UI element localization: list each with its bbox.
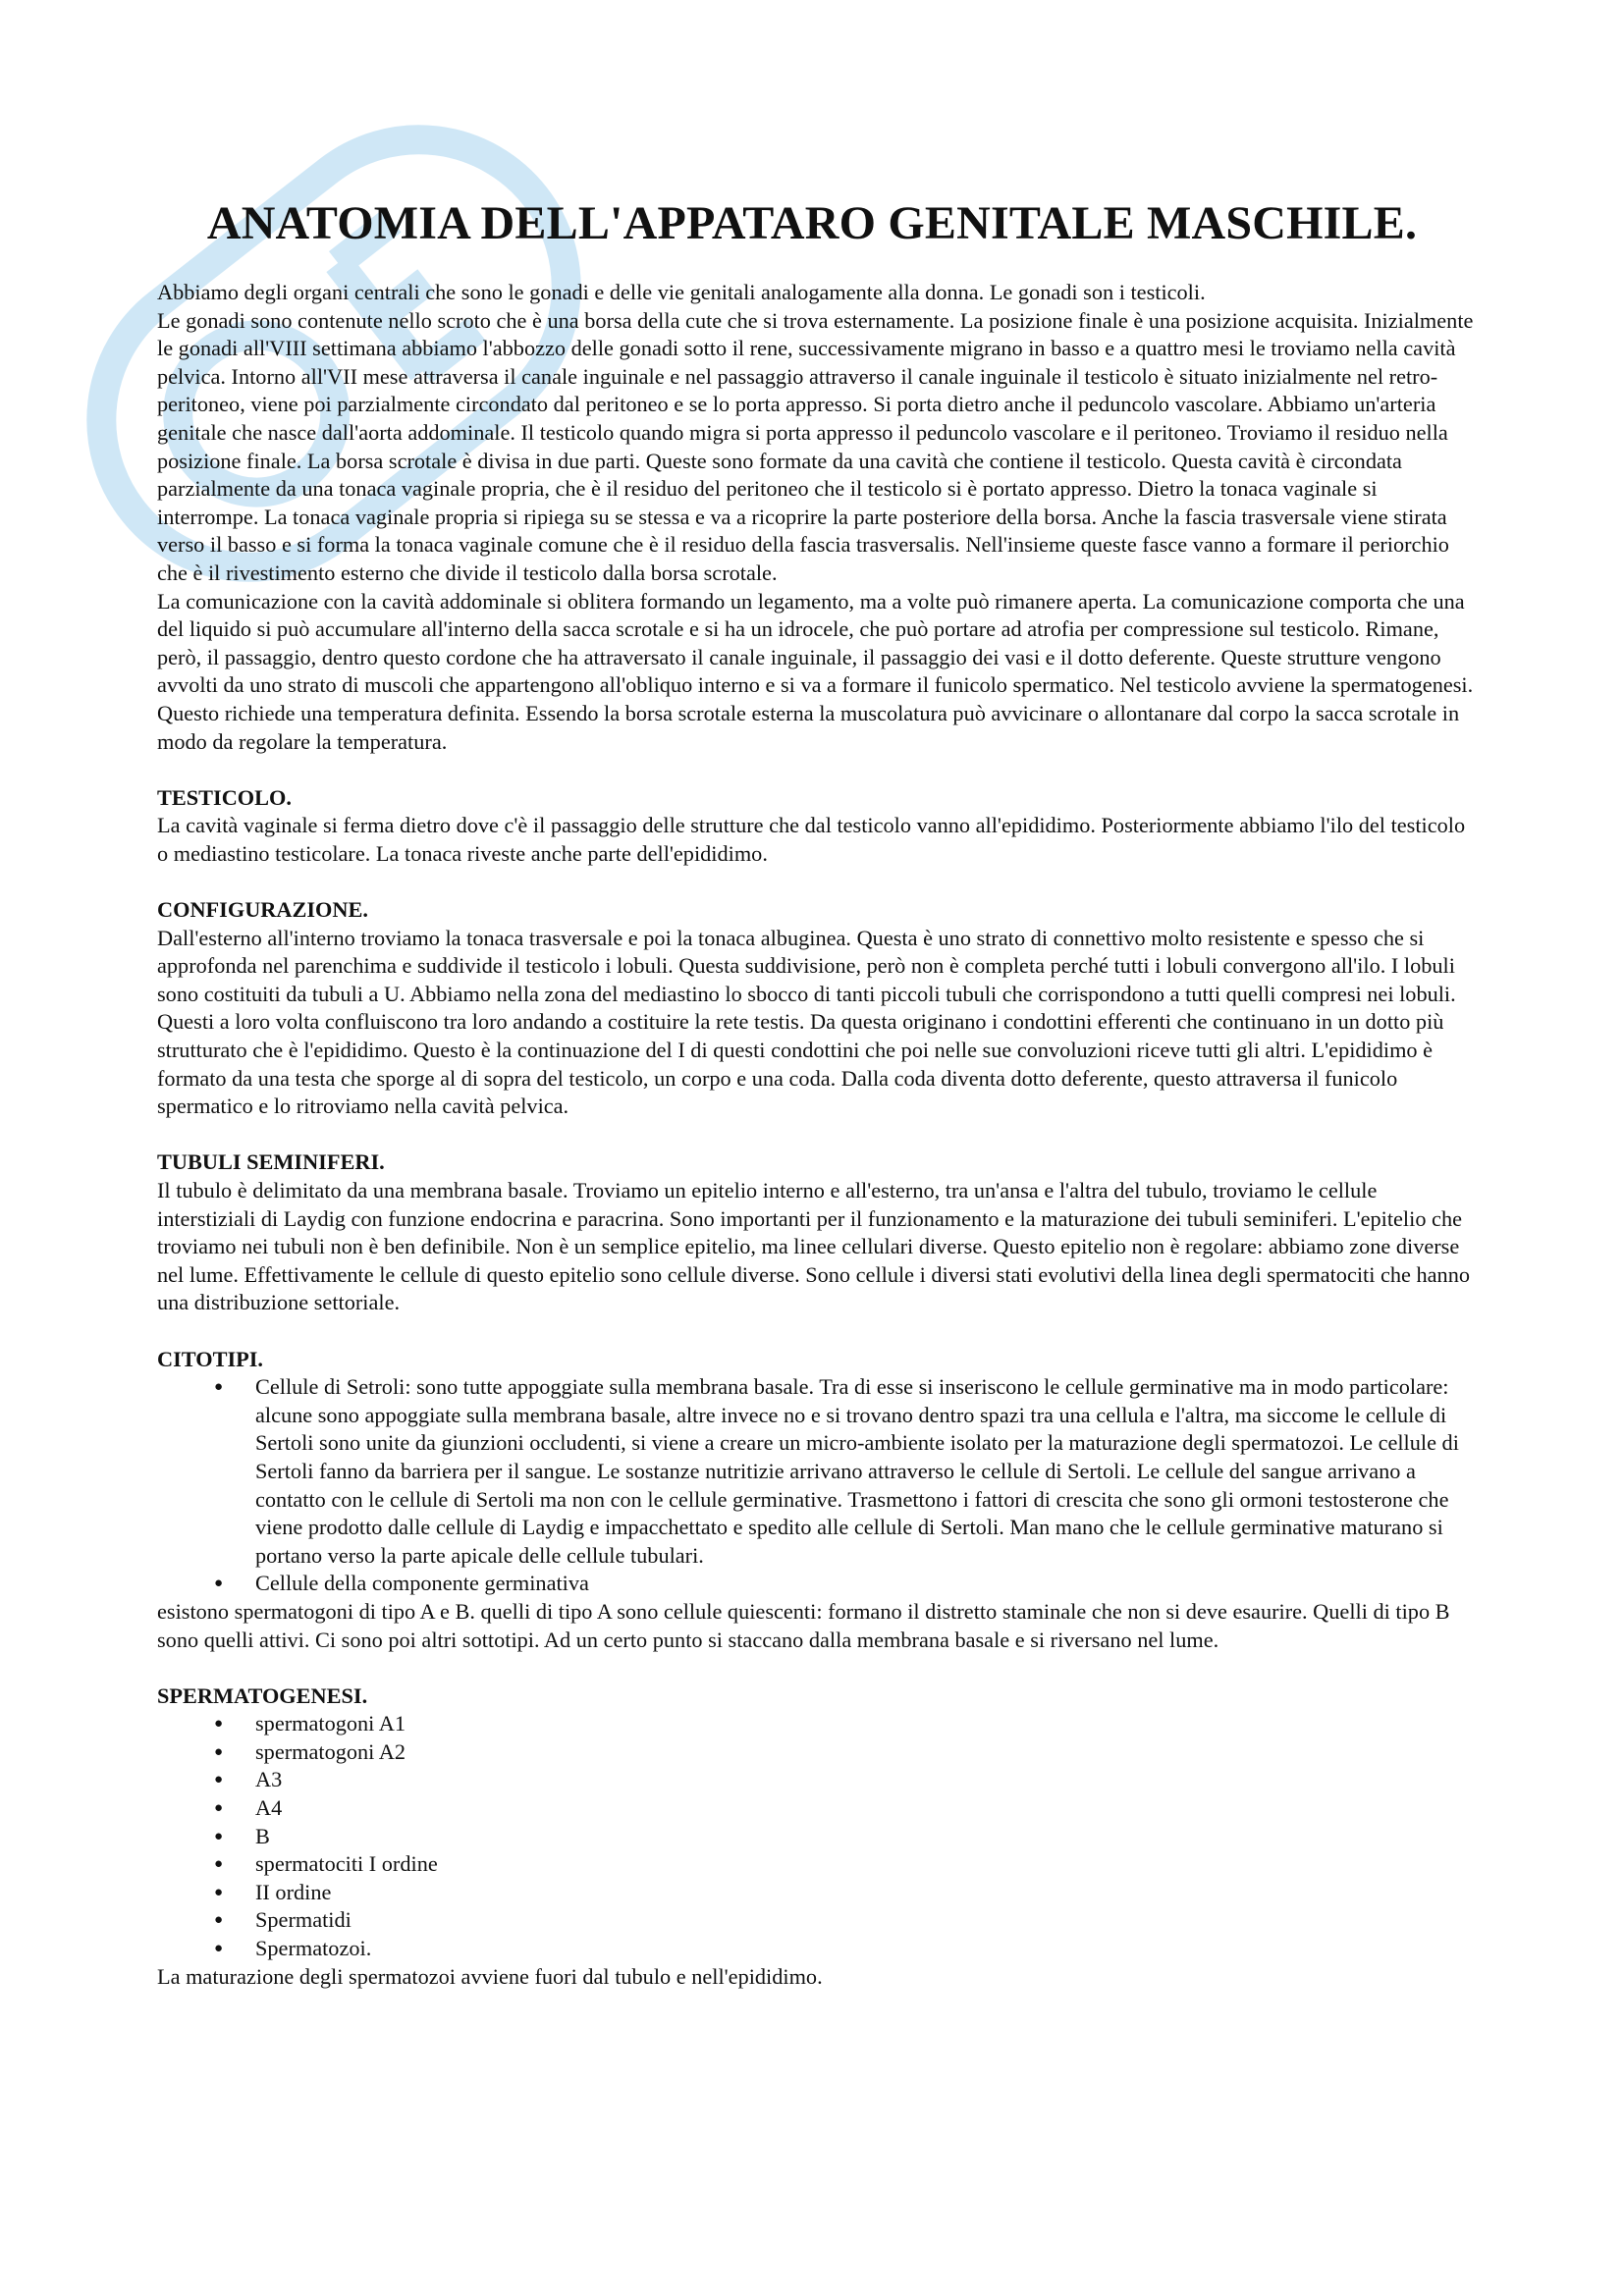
list-item: ● Spermatozoi. xyxy=(255,1935,1478,1963)
section-heading-configurazione: CONFIGURAZIONE. xyxy=(157,897,368,923)
list-item: ● spermatogoni A1 xyxy=(255,1710,1478,1738)
list-item: ● II ordine xyxy=(255,1879,1478,1907)
list-item: ● Cellule della componente germinativa xyxy=(255,1570,1478,1598)
list-item: ● spermatociti I ordine xyxy=(255,1850,1478,1879)
section-text-tubuli: Il tubulo è delimitato da una membrana basale. Troviamo un epitelio interno e all'esterno, tra un'ansa e l'altra del tubulo, troviamo le cellule interstiziali di Laydig con funzione endocrina e paracrina. Sono importanti per il funzionamento e la maturazione dei tubuli seminiferi. L'epitelio che troviamo nei tubuli non è ben definibile. Non è un semplice epitelio, ma linee cellulari diverse. Questo epitelio non è regolare: abbiamo zone diverse nel lume. Effettivamente le cellule di questo epitelio sono cellule diverse. Sono cellule i diversi stati evolutivi della linea degli spermatociti che hanno una distribuzione settoriale. xyxy=(157,1178,1471,1315)
list-item: ● Cellule di Setroli: sono tutte appoggiate sulla membrana basale. Tra di esse si inseriscono le cellule germinative ma in modo particolare: alcune sono appoggiate sulla membrana basale, altre invece no e si trovano dentro spazi tra una cellula e l'altra, ma siccome le cellule di Sertoli sono unite da giunzioni occludenti, si viene a creare un micro-ambiente isolato per la maturazione degli spermatozoi. Le cellule di Sertoli fanno da barriera per il sangue. Le sostanze nutritizie arrivano attraverso le cellule di Sertoli. Le cellule del sangue arrivano a contatto con le cellule di Sertoli ma non con le cellule germinative. Trasmettono i fattori di crescita che sono gli ormoni testosterone che viene prodotto dalle cellule di Laydig e impacchettato e spedito alle cellule di Sertoli. Man mano che le cellule germinative maturano si portano verso la parte apicale delle cellule tubulari. xyxy=(255,1373,1478,1570)
intro-paragraph-2: Le gonadi sono contenute nello scroto che è una borsa della cute che si trova esternamente. La posizione finale è una posizione acquisita. Inizialmente le gonadi all'VIII settimana abbiamo l'abbozzo delle gonadi sotto il rene, successivamente migrano in basso e a quattro mesi le troviamo nella cavità pelvica. Intorno all'VII mese attraversa il canale inguinale e nel passaggio attraverso il canale inguinale il testicolo è situato inizialmente nel retro-peritoneo, viene poi parzialmente circondato dal peritoneo e se lo porta appresso. Si porta dietro anche il peduncolo vascolare. Abbiamo un'arteria genitale che nasce dall'aorta addominale. Il testicolo quando migra si porta appresso il peduncolo vascolare e il peritoneo. Troviamo il residuo nella posizione finale. La borsa scrotale è divisa in due parti. Queste sono formate da una cavità che contiene il testicolo. Questa cavità è circondata parzialmente da una tonaca vaginale propria, che è il residuo del peritoneo che il testicolo si è portato appresso. Dietro la tonaca vaginale si interrompe. La tonaca vaginale propria si ripiega su se stessa e va a ricoprire la parte posteriore della borsa. Anche la fascia trasversale viene stirata verso il basso e si forma la tonaca vaginale comune che è il residuo della fascia trasversalis. Nell'insieme queste fasce vanno a formare il periorchio che è il rivestimento esterno che divide il testicolo dalla borsa scrotale. xyxy=(157,307,1474,585)
list-item: ● A3 xyxy=(255,1766,1478,1794)
section-text-configurazione: Dall'esterno all'interno troviamo la tonaca trasversale e poi la tonaca albuginea. Questa è uno strato di connettivo molto resistente e spesso che si approfonda nel parenchima e suddivide il testicolo i lobuli. Questa suddivisione, però non è completa perché tutti i lobuli convergono all'ilo. I lobuli sono costituiti da tubuli a U. Abbiamo nella zona del mediastino lo sbocco di tanti piccoli tubuli che corrispondono a tutti quelli compresi nei lobuli. Questi a loro volta confluiscono tra loro andando a costituire la rete testis. Da questa originano i condottini efferenti che continuano in un dotto più strutturato che è l'epididimo. Questo è la continuazione del I di questi condottini che poi nelle sue convoluzioni riceve tutti gli altri. L'epididimo è formato da una testa che sporge al di sopra del testicolo, un corpo e una coda. Dalla coda diventa dotto deferente, questo attraversa il funicolo spermatico e lo ritroviamo nella cavità pelvica. xyxy=(157,925,1456,1119)
list-item: ● Spermatidi xyxy=(255,1906,1478,1935)
intro-paragraph-3: La comunicazione con la cavità addominale si oblitera formando un legamento, ma a volte può rimanere aperta. La comunicazione comporta che una del liquido si può accumulare all'interno della sacca scrotale e si ha un idrocele, che può portare ad atrofia per compressione sul testicolo. Rimane, però, il passaggio, dentro questo cordone che ha attraversato il canale inguinale, il passaggio dei vasi e il dotto deferente. Queste strutture vengono avvolti da uno strato di muscoli che appartengono all'obliquo interno e si va a formare il funicolo spermatico. Nel testicolo avviene la spermatogenesi. Questo richiede una temperatura definita. Essendo la borsa scrotale esterna la muscolatura può avvicinare o allontanare dal corpo la sacca scrotale in modo da regolare la temperatura. xyxy=(157,588,1474,754)
list-item: ● A4 xyxy=(255,1794,1478,1823)
citotipi-list xyxy=(157,1373,1478,1598)
list-item: ● spermatogoni A2 xyxy=(255,1738,1478,1767)
document-body xyxy=(157,279,1478,1991)
section-heading-tubuli: TUBULI SEMINIFERI. xyxy=(157,1149,385,1175)
section-heading-citotipi: CITOTIPI. xyxy=(157,1346,264,1371)
document-title: ANATOMIA DELL'APPATARO GENITALE MASCHILE. xyxy=(206,197,1418,249)
spermatogenesi-after-text: La maturazione degli spermatozoi avviene fuori dal tubulo e nell'epididimo. xyxy=(157,1963,823,1989)
citotipi-after-text: esistono spermatogoni di tipo A e B. quelli di tipo A sono cellule quiescenti: formano il distretto staminale che non si deve esaurire. Quelli di tipo B sono quelli attivi. Ci sono poi altri sottotipi. Ad un certo punto si staccano dalla membrana basale e si riversano nel lume. xyxy=(157,1598,1450,1652)
section-heading-testicolo: TESTICOLO. xyxy=(157,784,292,810)
spermatogenesi-list xyxy=(157,1710,1478,1962)
intro-paragraph-1: Abbiamo degli organi centrali che sono le gonadi e delle vie genitali analogamente alla donna. Le gonadi son i testicoli. xyxy=(157,280,1206,304)
section-heading-spermatogenesi: SPERMATOGENESI. xyxy=(157,1682,368,1708)
list-item: ● B xyxy=(255,1823,1478,1851)
section-text-testicolo: La cavità vaginale si ferma dietro dove c'è il passaggio delle strutture che dal testicolo vanno all'epididimo. Posteriormente abbiamo l'ilo del testicolo o mediastino testicolare. La tonaca riveste anche parte dell'epididimo. xyxy=(157,813,1466,866)
